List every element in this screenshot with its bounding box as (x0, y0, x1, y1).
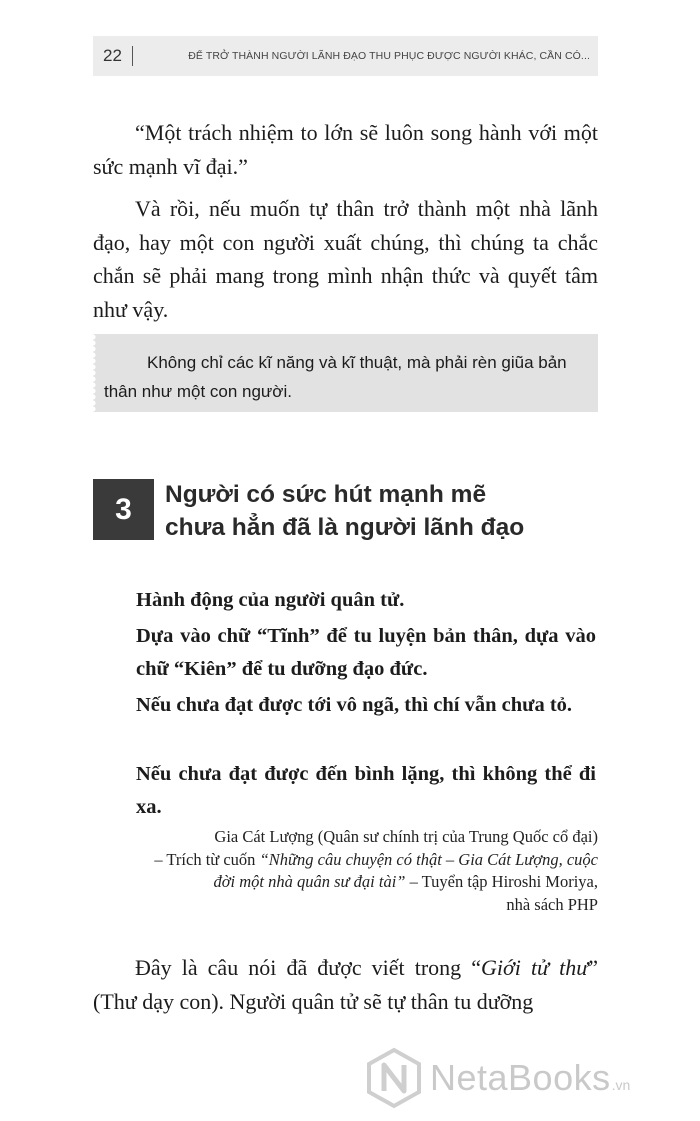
quote-line: Nếu chưa đạt được đến bình lặng, thì không thể đi xa. (136, 763, 596, 818)
attribution-line: Gia Cát Lượng (Quân sư chính trị của Trung Quốc cổ đại) (214, 827, 598, 846)
header-divider (132, 46, 133, 66)
section-title (165, 478, 605, 544)
body-paragraph-quote: “Một trách nhiệm to lớn sẽ luôn song hành với một sức mạnh vĩ đại.” (93, 120, 598, 179)
cited-work: Giới tử thư (481, 955, 589, 980)
book-title: “Những câu chuyện có thật – Gia Cát Lượng, cuộc (259, 849, 598, 869)
quote-line: Hành động của người quân tử. (136, 589, 405, 611)
attribution-line: nhà sách PHP (506, 894, 598, 914)
page-number: 22 (103, 46, 122, 65)
running-header (93, 36, 598, 76)
watermark-name: NetaBooks (430, 1056, 611, 1098)
attribution-line: – Trích từ cuốn “Những câu chuyện có thật – Gia Cát Lượng, cuộc (154, 849, 598, 869)
callout-box (99, 334, 598, 412)
quote-attribution (93, 826, 598, 916)
running-title: ĐỂ TRỞ THÀNH NGƯỜI LÃNH ĐẠO THU PHỤC ĐƯỢC NGƯỜI KHÁC, CẦN CÓ... (188, 50, 590, 62)
attribution-line: đời một nhà quân sư đại tài” – Tuyển tập Hiroshi Moriya, (213, 872, 598, 891)
closing-paragraph: Đây là câu nói đã được viết trong “Giới tử thư” (Thư dạy con). Người quân tử sẽ tự thân tu dưỡng (93, 955, 598, 1014)
watermark-suffix: .vn (611, 1076, 631, 1093)
book-title-cont: đời một nhà quân sư đại tài” (213, 872, 406, 891)
perforated-edge (93, 334, 99, 412)
section-number-badge: 3 (93, 479, 154, 540)
quote-line: Nếu chưa đạt được tới vô ngã, thì chí vẫn chưa tỏ. (136, 694, 573, 716)
section-title-line-1: Người có sức hút mạnh mẽ (165, 481, 487, 508)
body-paragraph: Và rồi, nếu muốn tự thân trở thành một nhà lãnh đạo, hay một con người xuất chúng, thì chúng ta chắc chắn sẽ phải mang trong mình nhận thức và quyết tâm như vậy. (93, 196, 598, 322)
quote-line: Dựa vào chữ “Tĩnh” để tu luyện bản thân, dựa vào chữ “Kiên” để tu dưỡng đạo đức. (136, 625, 596, 680)
netabooks-logo-icon (366, 1047, 422, 1109)
watermark (366, 1045, 696, 1110)
callout-text: Không chỉ các kĩ năng và kĩ thuật, mà phải rèn giũa bản thân như một con người. (104, 353, 567, 401)
section-title-line-2: chưa hẳn đã là người lãnh đạo (165, 514, 525, 541)
